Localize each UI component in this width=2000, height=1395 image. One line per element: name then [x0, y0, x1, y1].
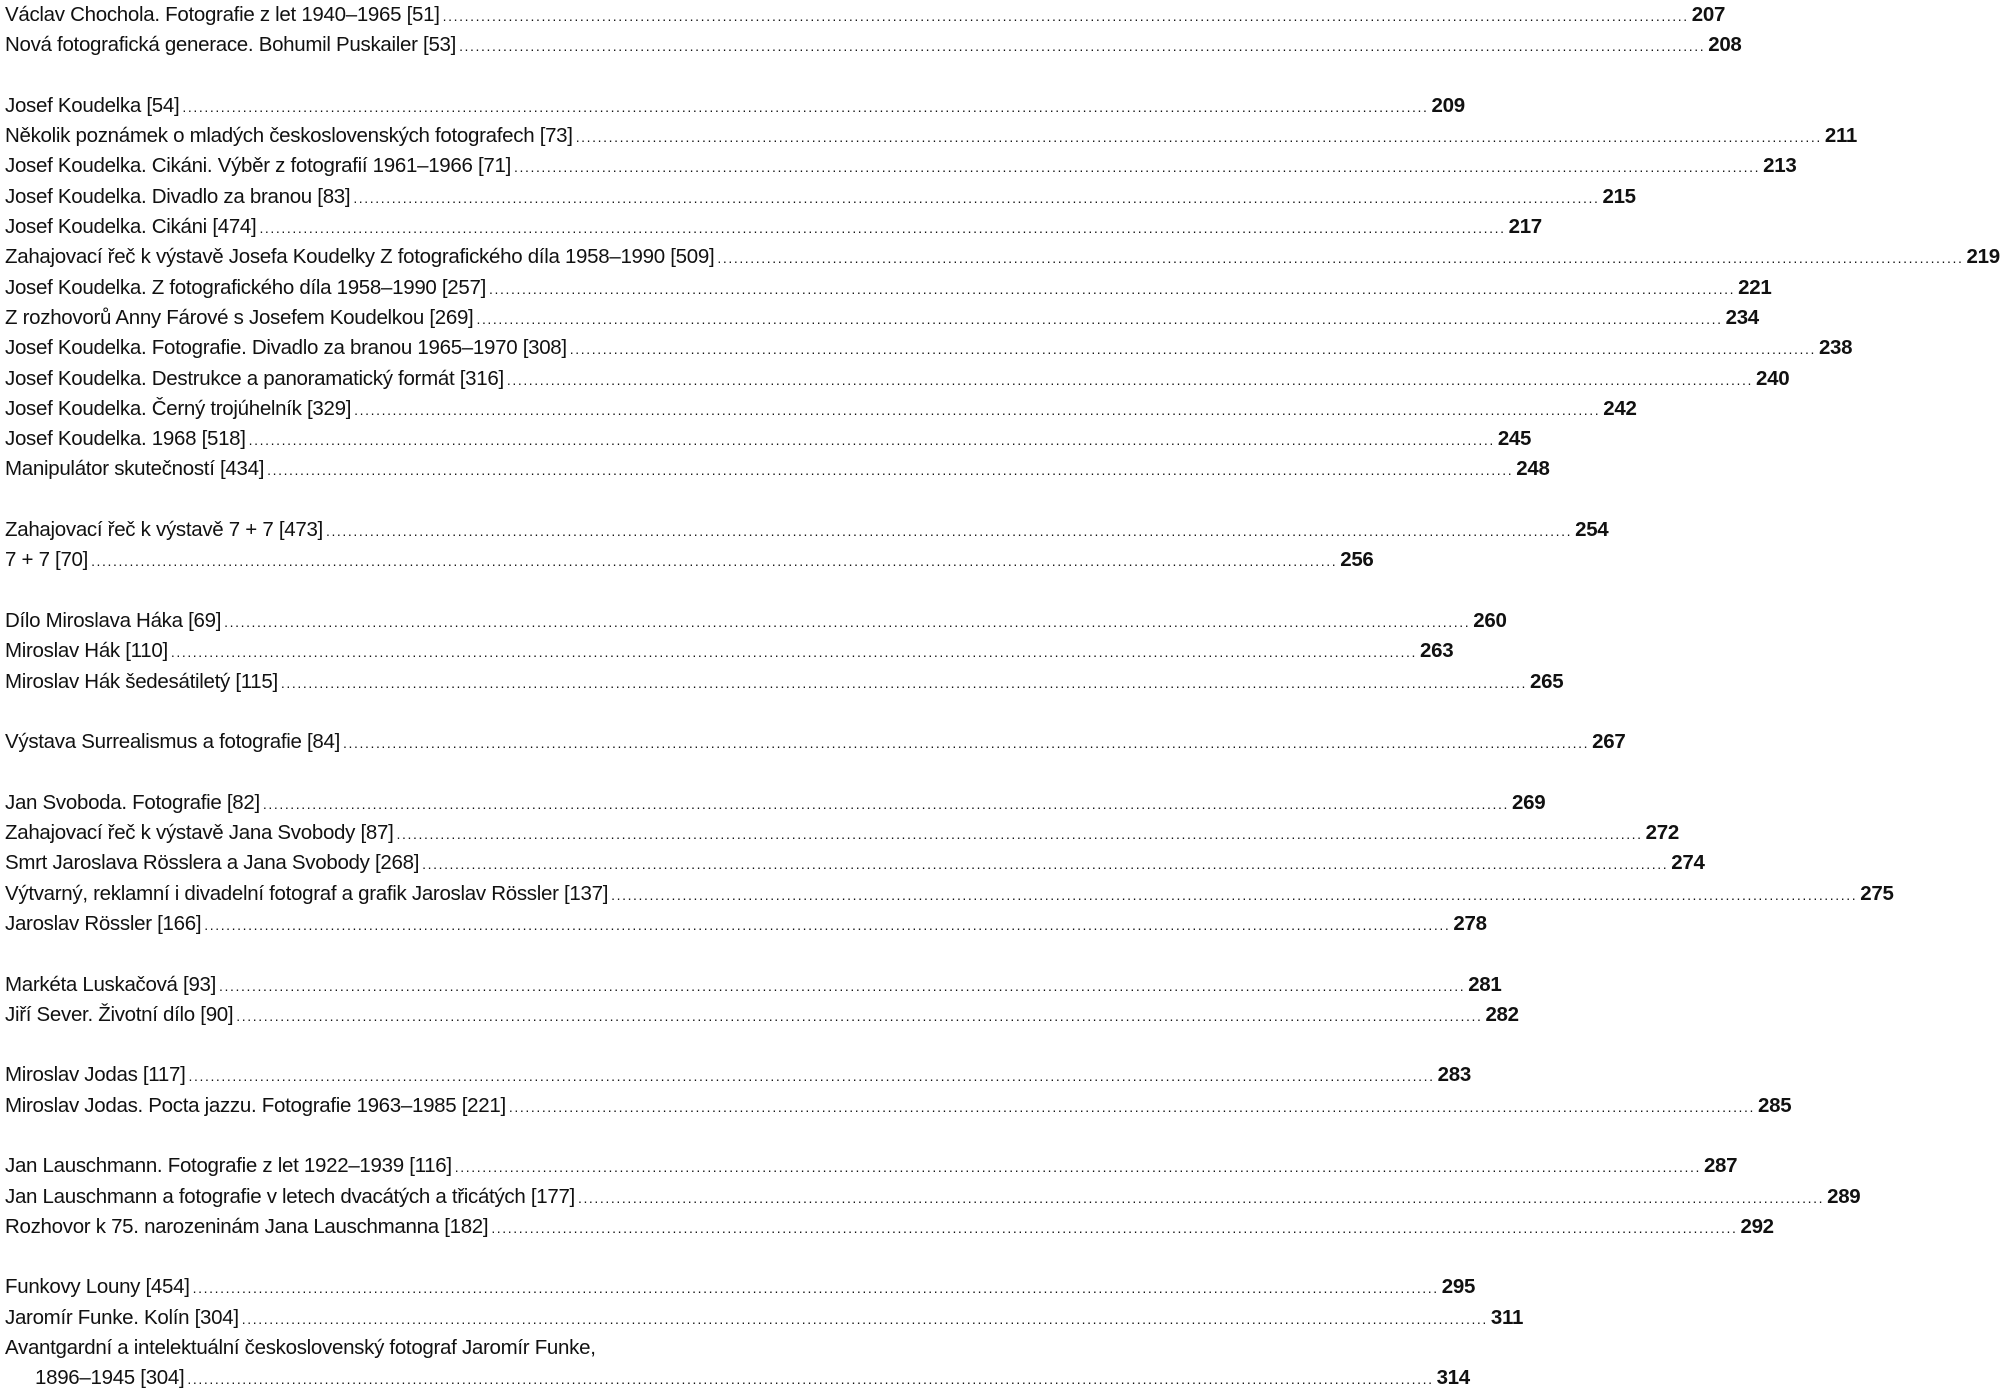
- toc-section: [5, 606, 1564, 697]
- toc-entry[interactable]: [5, 818, 1679, 848]
- toc-entry[interactable]: [5, 364, 1790, 394]
- toc-entry[interactable]: [5, 667, 1564, 697]
- dot-leader: [326, 516, 1572, 546]
- toc-entry[interactable]: [5, 879, 1894, 909]
- toc-entry[interactable]: [5, 212, 1542, 242]
- toc-entry-title: Smrt Jaroslava Rösslera a Jana Svobody [268]: [5, 851, 420, 875]
- toc-entry-title: Manipulátor skutečností [434]: [5, 457, 265, 481]
- toc-section: [5, 0, 1742, 61]
- toc-page-number: 283: [1437, 1063, 1471, 1087]
- toc-entry[interactable]: [5, 1182, 1861, 1212]
- dot-leader: [489, 274, 1735, 304]
- dot-leader: [187, 1364, 1433, 1394]
- toc-entry[interactable]: [5, 909, 1487, 939]
- table-of-contents: [5, 0, 2000, 1394]
- toc-entry-title: Miroslav Hák [110]: [5, 639, 168, 663]
- toc-page-number: 217: [1508, 215, 1542, 239]
- toc-page-number: 234: [1725, 305, 1759, 329]
- dot-leader: [459, 31, 1705, 61]
- toc-entry[interactable]: [5, 1000, 1519, 1030]
- toc-page-number: 274: [1671, 851, 1705, 875]
- toc-entry[interactable]: [5, 636, 1454, 666]
- dot-leader: [91, 546, 1337, 576]
- toc-entry-title: Zahajovací řeč k výstavě Jana Svobody [87]: [5, 821, 394, 845]
- toc-entry-title: Jiří Sever. Životní dílo [90]: [5, 1002, 234, 1026]
- toc-entry-title: Miroslav Jodas. Pocta jazzu. Fotografie 1963–1985 [221]: [5, 1093, 506, 1117]
- toc-page-number: 314: [1436, 1366, 1470, 1390]
- dot-leader: [193, 1273, 1439, 1303]
- toc-page-number: 292: [1740, 1214, 1774, 1238]
- toc-entry-title-continued: 1896–1945 [304]: [35, 1366, 185, 1390]
- dot-leader: [509, 1092, 1755, 1122]
- toc-entry-title: Václav Chochola. Fotografie z let 1940–1965 [51]: [5, 3, 440, 26]
- toc-page-number: 207: [1691, 3, 1726, 26]
- dot-leader: [422, 849, 1668, 879]
- dot-leader: [204, 910, 1450, 940]
- toc-page-number: 211: [1824, 124, 1858, 148]
- toc-page-number: 267: [1592, 730, 1626, 754]
- dot-leader: [343, 728, 1589, 758]
- toc-entry[interactable]: [5, 545, 1374, 575]
- dot-leader: [224, 607, 1470, 637]
- toc-entry[interactable]: [5, 303, 1759, 333]
- toc-page-number: 221: [1738, 275, 1772, 299]
- dot-leader: [611, 880, 1857, 910]
- dot-leader: [576, 122, 1822, 152]
- toc-page-number: 275: [1860, 881, 1894, 905]
- toc-entry-title: Miroslav Jodas [117]: [5, 1063, 186, 1087]
- toc-entry[interactable]: [5, 1363, 1470, 1393]
- dot-leader: [491, 1213, 1737, 1243]
- dot-leader: [476, 304, 1722, 334]
- toc-entry-title: Josef Koudelka. Cikáni [474]: [5, 215, 257, 239]
- toc-entry[interactable]: [5, 30, 1742, 60]
- toc-entry-title: Josef Koudelka. Divadlo za branou [83]: [5, 184, 351, 208]
- toc-section: [5, 1060, 1792, 1121]
- toc-entry[interactable]: [5, 91, 1465, 121]
- toc-page-number: 269: [1512, 790, 1546, 814]
- toc-page-number: 282: [1485, 1002, 1519, 1026]
- toc-section: [5, 1151, 1861, 1242]
- dot-leader: [267, 455, 1513, 485]
- toc-entry-title: Avantgardní a intelektuální československý fotograf Jaromír Funke,: [5, 1336, 596, 1360]
- toc-entry-title: Dílo Miroslava Háka [69]: [5, 608, 222, 632]
- toc-entry-title: Nová fotografická generace. Bohumil Puskailer [53]: [5, 33, 457, 57]
- toc-entry[interactable]: [5, 242, 2000, 272]
- toc-entry-title: Několik poznámek o mladých československých fotografech [73]: [5, 124, 573, 148]
- toc-page-number: 260: [1473, 608, 1507, 632]
- toc-section: [5, 91, 2000, 485]
- toc-entry-title: Jan Lauschmann. Fotografie z let 1922–1939 [116]: [5, 1154, 452, 1178]
- dot-leader: [242, 1304, 1488, 1334]
- toc-page-number: 263: [1420, 639, 1454, 663]
- toc-page-number: 281: [1468, 972, 1502, 996]
- toc-entry-title: Jan Svoboda. Fotografie [82]: [5, 790, 260, 814]
- toc-page-number: 287: [1703, 1154, 1738, 1178]
- toc-entry[interactable]: [5, 333, 1853, 363]
- toc-entry[interactable]: [5, 515, 1609, 545]
- toc-page-number: 242: [1603, 396, 1637, 420]
- toc-entry[interactable]: [5, 1212, 1774, 1242]
- dot-leader: [717, 243, 1963, 273]
- toc-entry[interactable]: [5, 1303, 1524, 1333]
- toc-page-number: 256: [1340, 548, 1374, 572]
- dot-leader: [281, 668, 1527, 698]
- toc-page-number: 245: [1497, 427, 1532, 451]
- toc-page-number: 219: [1966, 245, 2000, 269]
- toc-entry-title: Miroslav Hák šedesátiletý [115]: [5, 669, 278, 693]
- toc-page-number: 289: [1827, 1184, 1861, 1208]
- toc-entry[interactable]: [5, 151, 1797, 181]
- toc-entry[interactable]: [5, 424, 1532, 454]
- toc-entry[interactable]: [5, 273, 1772, 303]
- toc-page-number: 248: [1516, 457, 1550, 481]
- dot-leader: [507, 365, 1753, 395]
- toc-entry-title: Výstava Surrealismus a fotografie [84]: [5, 730, 340, 754]
- toc-page-number: 285: [1758, 1093, 1792, 1117]
- dot-leader: [354, 395, 1600, 425]
- toc-entry[interactable]: [5, 727, 1626, 757]
- toc-entry-title: Josef Koudelka. Fotografie. Divadlo za branou 1965–1970 [308]: [5, 336, 567, 360]
- toc-page-number: 208: [1708, 33, 1742, 57]
- toc-entry-title: Josef Koudelka. Destrukce a panoramatický formát [316]: [5, 366, 504, 390]
- toc-entry[interactable]: [5, 394, 1637, 424]
- toc-page-number: 295: [1441, 1275, 1476, 1299]
- toc-section: [5, 788, 1894, 939]
- toc-entry[interactable]: [5, 121, 1858, 151]
- toc-entry-title: Jaromír Funke. Kolín [304]: [5, 1305, 239, 1329]
- toc-entry-title: Josef Koudelka. Černý trojúhelník [329]: [5, 396, 352, 420]
- toc-entry-title: 7 + 7 [70]: [5, 548, 89, 572]
- dot-leader: [263, 789, 1509, 819]
- toc-entry-title: Jan Lauschmann a fotografie v letech dvacátých a třicátých [177]: [5, 1184, 575, 1208]
- dot-leader: [353, 183, 1599, 213]
- dot-leader: [249, 425, 1495, 455]
- dot-leader: [514, 152, 1760, 182]
- toc-page-number: 240: [1756, 366, 1790, 390]
- toc-entry[interactable]: [5, 1151, 1738, 1181]
- toc-entry-title: Josef Koudelka. Z fotografického díla 1958–1990 [257]: [5, 275, 487, 299]
- toc-section: [5, 1272, 1524, 1393]
- toc-section: [5, 727, 1626, 757]
- toc-page-number: 238: [1818, 336, 1853, 360]
- toc-page-number: 265: [1530, 669, 1564, 693]
- toc-entry[interactable]: [5, 1091, 1792, 1121]
- toc-page-number: 215: [1602, 184, 1636, 208]
- toc-entry[interactable]: [5, 970, 1502, 1000]
- toc-entry[interactable]: [5, 182, 1636, 212]
- dot-leader: [570, 334, 1816, 364]
- toc-entry[interactable]: [5, 848, 1705, 878]
- toc-entry-title: Josef Koudelka. Cikáni. Výběr z fotografií 1961–1966 [71]: [5, 154, 511, 178]
- dot-leader: [259, 213, 1505, 243]
- toc-entry-title: Výtvarný, reklamní i divadelní fotograf a grafik Jaroslav Rössler [137]: [5, 881, 609, 905]
- toc-entry-title: Z rozhovorů Anny Fárové s Josefem Koudelkou [269]: [5, 305, 474, 329]
- dot-leader: [171, 637, 1417, 667]
- toc-page-number: 311: [1490, 1305, 1524, 1329]
- toc-entry-title: Markéta Luskačová [93]: [5, 972, 217, 996]
- toc-entry[interactable]: [5, 454, 1550, 484]
- toc-page-number: 209: [1431, 93, 1465, 117]
- toc-entry-title: Rozhovor k 75. narozeninám Jana Lauschmanna [182]: [5, 1214, 489, 1238]
- toc-page-number: 272: [1645, 821, 1679, 845]
- toc-entry-title: Josef Koudelka. 1968 [518]: [5, 427, 246, 451]
- dot-leader: [236, 1001, 1482, 1031]
- dot-leader: [455, 1152, 1701, 1182]
- dot-leader: [397, 819, 1643, 849]
- toc-entry[interactable]: [5, 606, 1507, 636]
- toc-entry[interactable]: [5, 0, 1726, 30]
- toc-entry[interactable]: [5, 1272, 1476, 1302]
- toc-section: [5, 515, 1609, 576]
- toc-entry[interactable]: [5, 1060, 1471, 1090]
- dot-leader: [443, 1, 1689, 31]
- toc-section: [5, 970, 1519, 1031]
- toc-page-number: 213: [1763, 154, 1797, 178]
- dot-leader: [578, 1183, 1824, 1213]
- dot-leader: [219, 971, 1465, 1001]
- toc-entry-title: Funkovy Louny [454]: [5, 1275, 190, 1299]
- toc-entry[interactable]: [5, 788, 1546, 818]
- toc-page-number: 278: [1453, 911, 1487, 935]
- dot-leader: [182, 92, 1428, 122]
- toc-entry-title: Josef Koudelka [54]: [5, 93, 180, 117]
- toc-entry-title: Zahajovací řeč k výstavě Josefa Koudelky Z fotografického díla 1958–1990 [509]: [5, 245, 715, 269]
- dot-leader: [188, 1061, 1434, 1091]
- toc-entry-title: Zahajovací řeč k výstavě 7 + 7 [473]: [5, 518, 323, 542]
- toc-entry-title: Jaroslav Rössler [166]: [5, 911, 202, 935]
- toc-page-number: 254: [1575, 518, 1609, 542]
